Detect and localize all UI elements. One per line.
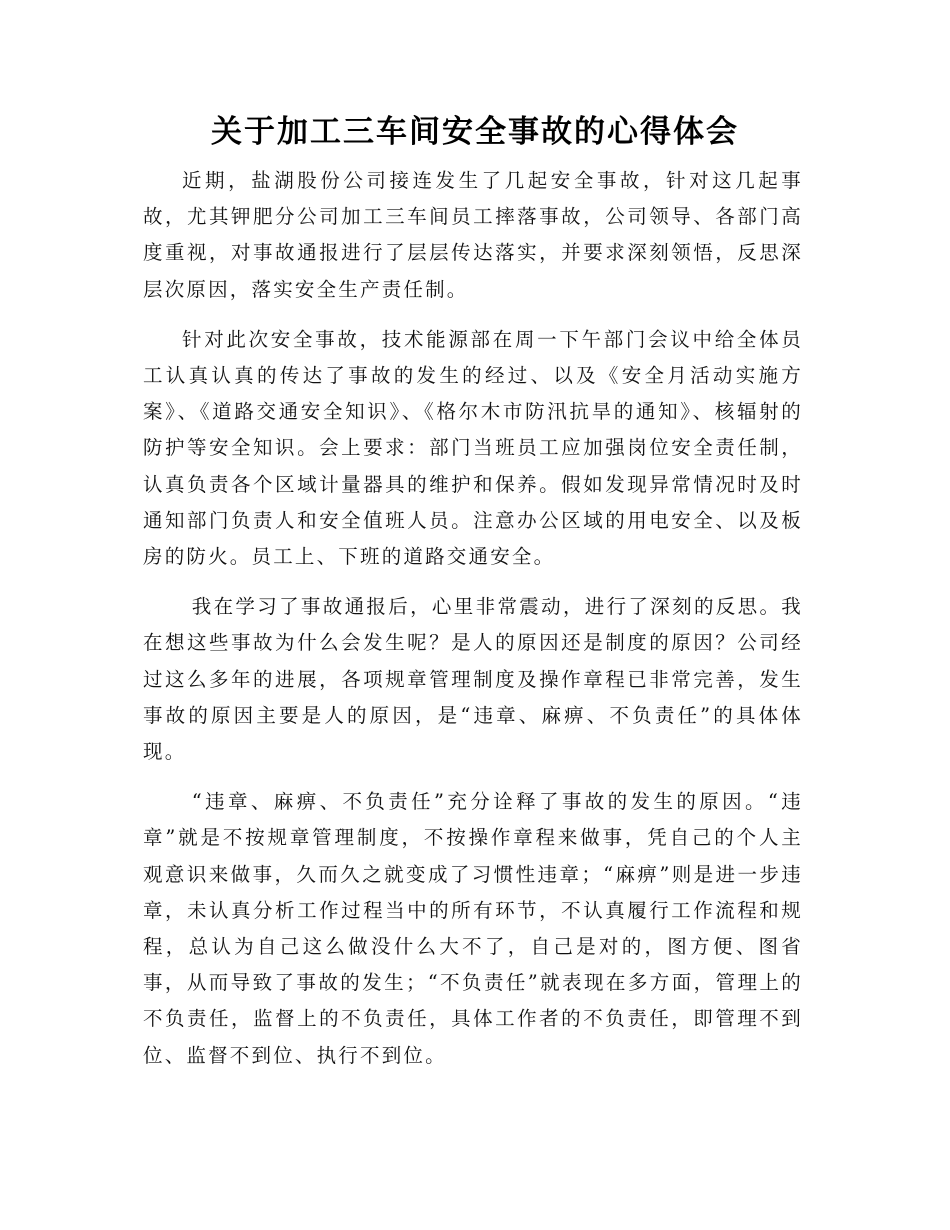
document-body (143, 163, 803, 1088)
paragraph-3: 我在学习了事故通报后，心里非常震动，进行了深刻的反思。我在想这些事故为什么会发生呢？是人的原因还是制度的原因？公司经过这么多年的进展，各项规章管理制度及操作章程已非常完善，发生事故的原因主要是人的原因，是“违章、麻痹、不负责任”的具体体现。 (143, 595, 803, 764)
document-title: 关于加工三车间安全事故的心得体会 (211, 114, 739, 150)
paragraph-2: 针对此次安全事故，技术能源部在周一下午部门会议中给全体员工认真认真的传达了事故的发生的经过、以及《安全月活动实施方案》、《道路交通安全知识》、《格尔木市防汛抗旱的通知》、核辐射的防护等安全知识。会上要求：部门当班员工应加强岗位安全责任制，认真负责各个区域计量器具的维护和保养。假如发现异常情况时及时通知部门负责人和安全值班人员。注意办公区域的用电安全、以及板房的防火。员工上、下班的道路交通安全。 (143, 327, 803, 569)
paragraph-4: “违章、麻痹、不负责任”充分诠释了事故的发生的原因。“违章”就是不按规章管理制度，不按操作章程来做事，凭自己的个人主观意识来做事，久而久之就变成了习惯性违章；“麻痹”则是进一步违章，未认真分析工作过程当中的所有环节，不认真履行工作流程和规程，总认为自己这么做没什么大不了，自己是对的，图方便、图省事，从而导致了事故的发生；“不负责任”就表现在多方面，管理上的不负责任，监督上的不负责任，具体工作者的不负责任，即管理不到位、监督不到位、执行不到位。 (143, 790, 803, 1067)
paragraph-1: 近期，盐湖股份公司接连发生了几起安全事故，针对这几起事故，尤其钾肥分公司加工三车间员工摔落事故，公司领导、各部门高度重视，对事故通报进行了层层传达落实，并要求深刻领悟，反思深层次原因，落实安全生产责任制。 (143, 169, 803, 301)
